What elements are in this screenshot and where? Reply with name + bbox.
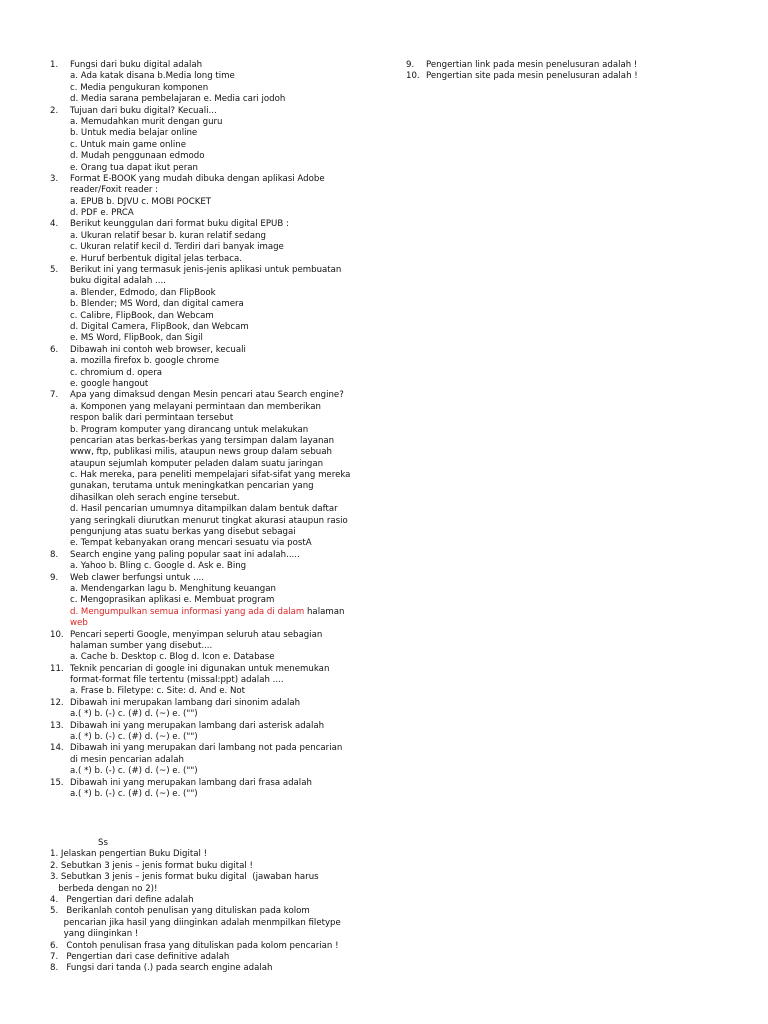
question-number: 2. (50, 105, 59, 116)
question-item (50, 219, 402, 230)
question-item (406, 71, 756, 82)
answer-option-line (50, 641, 402, 652)
question-number: 15. (50, 777, 64, 788)
answer-option-line (50, 379, 402, 390)
answer-option-line (50, 140, 402, 151)
answer-option-line (50, 561, 402, 572)
answer-option-text: a. Blender, Edmodo, dan FlipBook (70, 287, 216, 298)
answer-option-line (50, 709, 402, 720)
answer-option-text: a. Ukuran relatif besar b. kuran relatif sedang (70, 230, 266, 241)
answer-option-text: b. Untuk media belajar online (70, 128, 198, 139)
question-text: Pengertian site pada mesin penelusuran adalah ! (426, 71, 638, 82)
questions-right-column (406, 60, 756, 83)
answer-option-text: a. Memudahkan murit dengan guru (70, 116, 223, 127)
essay-heading: Ss (98, 838, 108, 848)
answer-option-line (50, 425, 402, 436)
question-item (50, 573, 402, 584)
answer-option-line (50, 789, 402, 800)
answer-option-line (50, 766, 402, 777)
answer-option-text: di mesin pencarian adalah (70, 754, 184, 765)
question-item (50, 390, 402, 401)
question-item (50, 664, 402, 675)
answer-option-line (50, 755, 402, 766)
question-number: 11. (50, 663, 64, 674)
question-text: Dibawah ini yang merupakan dari lambang not pada pencarian (70, 743, 343, 754)
answer-option-line (50, 333, 402, 344)
answer-option-line (50, 83, 402, 94)
answer-option-text: a.( *) b. (-) c. (#) d. (~) e. ("") (70, 789, 198, 799)
answer-option-text: d. PDF e. PRCA (70, 208, 134, 219)
answer-option-text: yang seringkali diurutkan menurut tingkat akurasi ataupun rasio (70, 515, 348, 526)
question-text: Format E-BOOK yang mudah dibuka dengan aplikasi Adobe (70, 173, 325, 184)
answer-option-line (50, 618, 402, 629)
answer-option-text: d. Mudah penggunaan edmodo (70, 151, 205, 162)
answer-option-text: d. Media sarana pembelajaran e. Media cari jodoh (70, 94, 286, 105)
question-text: Web clawer berfungsi untuk .... (70, 572, 205, 583)
answer-option-text: a. Ada katak disana b.Media long time (70, 71, 235, 82)
answer-option-text: dihasilkan oleh serach engine tersebut. (70, 492, 240, 503)
answer-option-line (50, 276, 402, 287)
essay-question: 8. Fungsi dari tanda (.) pada search engine adalah (50, 963, 273, 974)
question-item (50, 174, 402, 185)
answer-option-line (50, 732, 402, 743)
question-number: 1. (50, 60, 59, 70)
answer-option-line (50, 652, 402, 663)
question-number: 7. (50, 390, 59, 401)
answer-option-text: buku digital adalah .... (70, 276, 166, 287)
question-text: Teknik pencarian di google ini digunakan untuk menemukan (70, 663, 330, 674)
question-number: 10. (406, 71, 420, 82)
question-text: Apa yang dimaksud dengan Mesin pencari atau Search engine? (70, 390, 344, 401)
answer-option-line (50, 436, 402, 447)
answer-option-text: e. Huruf berbentuk digital jelas terbaca. (70, 253, 242, 264)
answer-option-text: reader/Foxit reader : (70, 185, 159, 196)
answer-option-line (50, 459, 402, 470)
answer-option-line (50, 208, 402, 219)
answer-option-text: www, ftp, publikasi milis, ataupun news group dalam sebuah (70, 447, 332, 458)
question-number: 10. (50, 629, 64, 640)
question-text: Berikut ini yang termasuk jenis-jenis aplikasi untuk pembuatan (70, 265, 342, 276)
question-number: 4. (50, 219, 59, 230)
answer-option-text: b. Blender; MS Word, dan digital camera (70, 299, 244, 310)
answer-option-line (50, 231, 402, 242)
question-text: Dibawah ini yang merupakan lambang dari frasa adalah (70, 777, 312, 788)
question-text: Fungsi dari buku digital adalah (70, 60, 203, 70)
answer-option-line (50, 288, 402, 299)
question-number: 5. (50, 265, 59, 276)
essay-list (50, 849, 410, 974)
essay-question: 3. Sebutkan 3 jenis – jenis format buku digital (jawaban harus (50, 872, 319, 883)
answer-option-line (50, 197, 402, 208)
answer-option-text: respon balik dari permintaan tersebut (70, 413, 234, 424)
answer-option-text: a. Frase b. Filetype: c. Site: d. And e. Not (70, 686, 246, 697)
answer-option-text: pencarian atas berkas-berkas yang tersimpan dalam layanan (70, 435, 335, 446)
question-number: 3. (50, 173, 59, 184)
question-text: Dibawah ini merupakan lambang dari sinonim adalah (70, 697, 301, 708)
answer-option-text: e. Orang tua dapat ikut peran (70, 162, 198, 173)
answer-option-tail: halaman (304, 606, 345, 617)
answer-option-line (50, 470, 402, 481)
answer-option-text: c. Ukuran relatif kecil d. Terdiri dari banyak image (70, 242, 284, 253)
answer-option-text: a.( *) b. (-) c. (#) d. (~) e. ("") (70, 766, 198, 777)
question-item (50, 778, 402, 789)
answer-option-text: a. EPUB b. DJVU c. MOBI POCKET (70, 196, 212, 207)
answer-option-line (50, 185, 402, 196)
question-item (50, 743, 402, 754)
essay-question: 2. Sebutkan 3 jenis – jenis format buku digital ! (50, 860, 253, 871)
question-text: Search engine yang paling popular saat ini adalah..... (70, 549, 300, 560)
answer-option-line (50, 493, 402, 504)
question-text: Pengertian link pada mesin penelusuran adalah ! (426, 60, 638, 70)
answer-option-text: a. Mendengarkan lagu b. Menghitung keuangan (70, 583, 276, 594)
essay-question: 1. Jelaskan pengertian Buku Digital ! (50, 849, 208, 860)
answer-option-text: a. Komponen yang melayani permintaan dan memberikan (70, 401, 321, 412)
answer-option-text: c. Calibre, FlipBook, dan Webcam (70, 310, 214, 321)
question-number: 9. (50, 572, 59, 583)
answer-option-text: c. Mengoprasikan aplikasi e. Membuat program (70, 595, 275, 606)
answer-option-line (50, 607, 402, 618)
question-item (50, 106, 402, 117)
answer-option-text: c. Media pengukuran komponen (70, 82, 209, 93)
answer-option-text: b. Program komputer yang dirancang untuk melakukan (70, 424, 309, 435)
question-item (50, 698, 402, 709)
answer-option-line (50, 595, 402, 606)
question-number: 14. (50, 743, 64, 754)
question-item (50, 265, 402, 276)
answer-option-line (50, 504, 402, 515)
answer-option-text: a.( *) b. (-) c. (#) d. (~) e. ("") (70, 709, 198, 720)
question-text: Dibawah ini yang merupakan lambang dari asterisk adalah (70, 720, 325, 731)
question-number: 13. (50, 720, 64, 731)
question-text: Dibawah ini contoh web browser, kecuali (70, 344, 246, 355)
answer-option-text: a. Cache b. Desktop c. Blog d. Icon e. Database (70, 652, 275, 663)
answer-option-text: c. Untuk main game online (70, 139, 186, 150)
answer-option-line (50, 686, 402, 697)
answer-option-line (50, 356, 402, 367)
question-text: Berikut keunggulan dari format buku digital EPUB : (70, 219, 289, 230)
answer-option-text: d. Hasil pencarian umumnya ditampilkan dalam bentuk daftar (70, 504, 338, 515)
question-text: Pencari seperti Google, menyimpan seluruh atau sebagian (70, 629, 323, 640)
essay-question: berbeda dengan no 2)! (50, 883, 158, 894)
questions-left-column (50, 60, 402, 800)
answer-option-line (50, 117, 402, 128)
answer-option-text: e. MS Word, FlipBook, dan Sigil (70, 333, 203, 344)
answer-option-text: gunakan, terutama untuk meningkatkan pencarian yang (70, 481, 314, 492)
essay-section (50, 838, 410, 975)
essay-question: 5. Berikanlah contoh penulisan yang dituliskan pada kolom (50, 906, 310, 917)
essay-question: 6. Contoh penulisan frasa yang dituliskan pada kolom pencarian ! (50, 940, 339, 951)
answer-option-line (50, 402, 402, 413)
answer-option-line (50, 447, 402, 458)
answer-option-line (50, 242, 402, 253)
question-item (50, 630, 402, 641)
answer-option-line (50, 538, 402, 549)
answer-option-line (50, 128, 402, 139)
answer-option-text: ataupun sejumlah komputer peladen dalam suatu jaringan (70, 458, 324, 469)
answer-option-line (50, 584, 402, 595)
answer-option-line (50, 311, 402, 322)
question-item (50, 345, 402, 356)
answer-option-line (50, 675, 402, 686)
answer-option-line (50, 527, 402, 538)
answer-option-text: e. google hangout (70, 378, 149, 389)
essay-question: 4. Pengertian dari define adalah (50, 894, 194, 905)
answer-option-text: halaman sumber yang disebut.... (70, 640, 213, 651)
question-item (50, 550, 402, 561)
answer-option-text: web (70, 618, 88, 629)
answer-option-text: c. Hak mereka, para peneliti mempelajari sifat-sifat yang mereka (70, 470, 351, 481)
answer-option-line (50, 413, 402, 424)
answer-option-text: d. Mengumpulkan semua informasi yang ada di dalam (70, 606, 305, 617)
question-text: Tujuan dari buku digital? Kecuali... (70, 105, 217, 116)
question-number: 6. (50, 344, 59, 355)
answer-option-line (50, 322, 402, 333)
answer-option-line (50, 368, 402, 379)
question-item (50, 60, 402, 71)
answer-option-text: d. Digital Camera, FlipBook, dan Webcam (70, 321, 249, 332)
answer-option-text: e. Tempat kebanyakan orang mencari sesuatu via postA (70, 538, 312, 549)
answer-option-line (50, 299, 402, 310)
answer-option-text: format-format file tertentu (missal:ppt) adalah .... (70, 675, 284, 686)
answer-option-line (50, 163, 402, 174)
essay-question: yang diinginkan ! (50, 929, 139, 940)
answer-option-line (50, 516, 402, 527)
answer-option-text: a. Yahoo b. Bling c. Google d. Ask e. Bing (70, 561, 247, 572)
answer-option-line (50, 71, 402, 82)
essay-question: pencarian jika hasil yang diinginkan adalah menmpilkan filetype (50, 917, 341, 928)
question-item (50, 721, 402, 732)
question-item (406, 60, 756, 71)
answer-option-text: a.( *) b. (-) c. (#) d. (~) e. ("") (70, 732, 198, 743)
question-number: 12. (50, 697, 64, 708)
question-number: 8. (50, 549, 59, 560)
answer-option-text: pengunjung atas suatu berkas yang disebut sebagai (70, 527, 296, 538)
answer-option-line (50, 151, 402, 162)
answer-option-line (50, 254, 402, 265)
answer-option-line (50, 481, 402, 492)
question-number: 9. (406, 60, 415, 70)
essay-question: 7. Pengertian dari case definitive adalah (50, 951, 230, 962)
answer-option-text: c. chromium d. opera (70, 367, 162, 378)
answer-option-line (50, 94, 402, 105)
answer-option-text: a. mozilla firefox b. google chrome (70, 356, 220, 367)
